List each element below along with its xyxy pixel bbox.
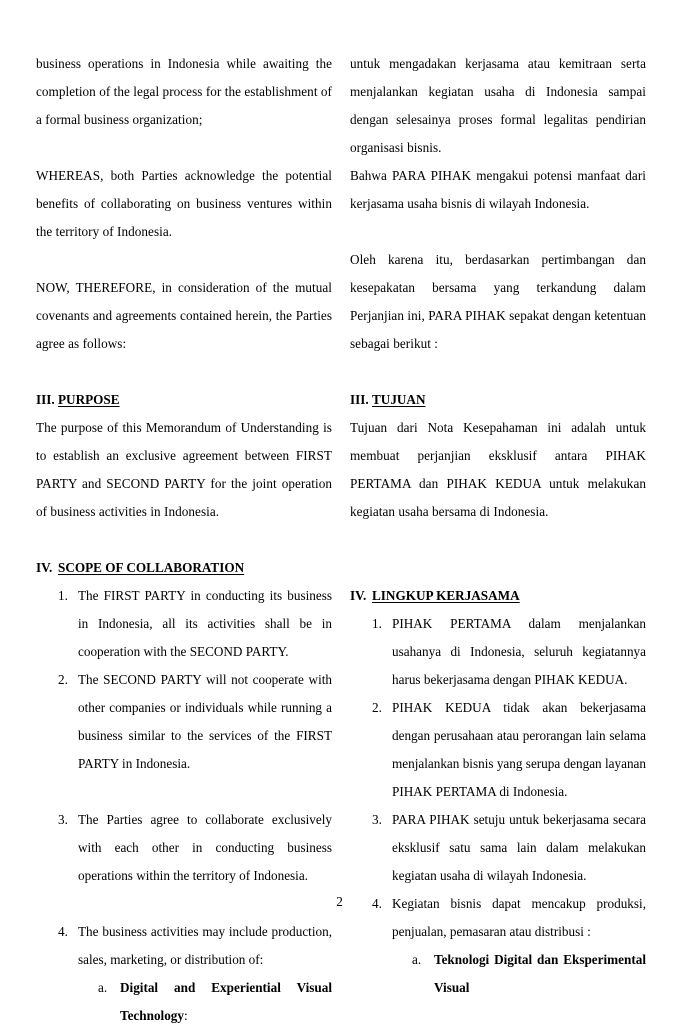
sub-list-item-tail: : [184,1008,188,1023]
section-numeral: IV. [350,588,367,603]
page-number: 2 [336,894,343,909]
scope-sublist-en [78,974,332,1030]
section-title: PURPOSE [58,392,120,407]
sub-list-item-text: Teknologi Digital dan Eksperimental Visual [434,952,646,995]
list-item [36,806,332,890]
list-item-text: PIHAK KEDUA tidak akan bekerjasama dengan perusahaan atau perorangan lain selama menjalankan bisnis yang serupa dengan layanan PIHAK PERTAMA di Indonesia. [392,700,646,799]
list-item [350,610,646,694]
list-item-text: The Parties agree to collaborate exclusively with each other in conducting business operations within the territory of Indonesia. [78,812,332,883]
section-heading-purpose-id [350,386,646,414]
list-item-text: PIHAK PERTAMA dalam menjalankan usahanya di Indonesia, seluruh kegiatannya harus bekerjasama dengan PIHAK KEDUA. [392,616,646,687]
paragraph-continuation-en: business operations in Indonesia while awaiting the completion of the legal process for the establishment of a formal business organization; [36,56,332,127]
list-item-text: The SECOND PARTY will not cooperate with other companies or individuals while running a business similar to the services of the FIRST PARTY in Indonesia. [78,672,332,771]
paragraph-continuation-id: untuk mengadakan kerjasama atau kemitraan serta menjalankan kegiatan usaha di Indonesia sampai dengan selesainya proses formal legalitas pendirian organisasi bisnis. [350,56,646,155]
list-marker: 1. [372,616,382,631]
section-numeral: IV. [36,560,53,575]
spacer [350,358,646,386]
sub-list-item [98,974,332,1030]
section-body-purpose-id: Tujuan dari Nota Kesepahaman ini adalah untuk membuat perjanjian eksklusif antara PIHAK PERTAMA dan PIHAK KEDUA untuk melakukan kegiatan usaha bersama di Indonesia. [350,420,646,519]
spacer [36,358,332,386]
section-heading-purpose-en [36,386,332,414]
english-column [36,50,332,1030]
section-numeral: III. [350,392,369,407]
list-marker: 1. [58,588,68,603]
list-item [350,694,646,806]
list-item [36,582,332,666]
scope-sublist-id [392,946,646,1002]
list-marker: 3. [372,812,382,827]
spacer [350,526,646,582]
sub-list-item [412,946,646,1002]
section-heading-scope-en [36,554,332,582]
section-title: TUJUAN [372,392,426,407]
list-item-text: The business activities may include production, sales, marketing, or distribution of: [78,924,332,967]
section-body-purpose-en: The purpose of this Memorandum of Understanding is to establish an exclusive agreement between FIRST PARTY and SECOND PARTY for the joint operation of business activities in Indonesia. [36,420,332,519]
section-title: SCOPE OF COLLABORATION [58,560,245,575]
list-item-text: PARA PIHAK setuju untuk bekerjasama secara eksklusif satu sama lain dalam melakukan kegiatan usaha di wilayah Indonesia. [392,812,646,883]
bilingual-columns [36,50,646,1030]
scope-list-en [36,582,332,1030]
list-marker: 2. [58,672,68,687]
section-title: LINGKUP KERJASAMA [372,588,520,603]
paragraph-whereas-en: WHEREAS, both Parties acknowledge the potential benefits of collaborating on business ventures within the territory of Indonesia. [36,168,332,239]
paragraph-now-therefore-en: NOW, THEREFORE, in consideration of the mutual covenants and agreements contained herein, the Parties agree as follows: [36,280,332,351]
paragraph-whereas-id: Bahwa PARA PIHAK mengakui potensi manfaat dari kerjasama usaha bisnis di wilayah Indonesia. [350,168,646,211]
list-item-text: Kegiatan bisnis dapat mencakup produksi, penjualan, pemasaran atau distribusi : [392,896,646,939]
list-item [36,666,332,778]
indonesian-column [350,50,646,1002]
section-heading-scope-id [350,582,646,610]
list-marker: 2. [372,700,382,715]
list-item [36,918,332,1030]
scope-list-id [350,610,646,1002]
section-numeral: III. [36,392,55,407]
list-marker: 4. [372,896,382,911]
list-item-text: The FIRST PARTY in conducting its business in Indonesia, all its activities shall be in cooperation with the SECOND PARTY. [78,588,332,659]
sub-list-item-text: Digital and Experiential Visual Technology [120,980,332,1023]
list-marker: 3. [58,812,68,827]
paragraph-now-therefore-id: Oleh karena itu, berdasarkan pertimbangan dan kesepakatan bersama yang terkandung dalam Perjanjian ini, PARA PIHAK sepakat dengan ketentuan sebagai berikut : [350,252,646,351]
sub-list-marker: a. [98,980,108,995]
sub-list-marker: a. [412,952,422,967]
list-item [350,806,646,890]
list-marker: 4. [58,924,68,939]
spacer [36,526,332,554]
